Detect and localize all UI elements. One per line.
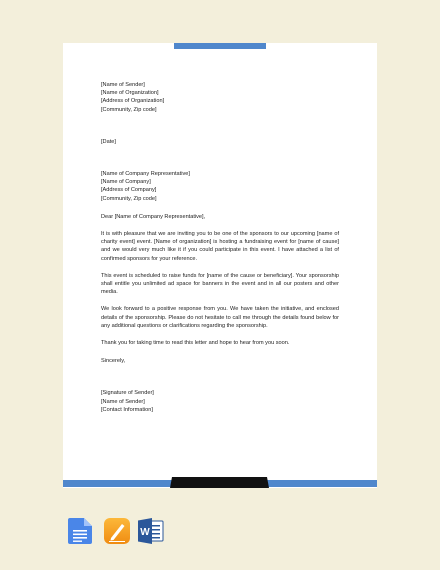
signature-contact: [Contact Information] <box>101 406 153 413</box>
sender-block <box>101 81 339 114</box>
closing: Sincerely, <box>101 358 126 365</box>
google-docs-icon[interactable] <box>68 518 92 544</box>
paragraph-thanks: Thank you for taking time to read this letter and hope to hear from you soon. <box>101 340 290 347</box>
recipient-company: [Name of Company] <box>101 179 151 186</box>
sender-organization: [Name of Organization] <box>101 90 159 97</box>
recipient-address: [Address of Company] <box>101 187 157 194</box>
letter-page <box>63 43 377 488</box>
sender-address: [Address of Organization] <box>101 98 165 105</box>
sender-name: [Name of Sender] <box>101 82 145 88</box>
sender-community: [Community, Zip code] <box>101 106 157 113</box>
bottom-dark-tab <box>170 477 269 488</box>
paragraph-invitation: It is with pleasure that we are inviting you to be one of the sponsors to our upcoming [name of charity event] event. [Name of organization] is hosting a fundraising event for [name of cause] and we would very much like it if you could participate in this event. I have attached a list of confirmed sponsors for your reference. <box>101 231 339 262</box>
recipient-community: [Community, Zip code] <box>101 195 157 202</box>
signature-line: [Signature of Sender] <box>101 390 154 397</box>
paragraph-event: This event is scheduled to raise funds for [name of the cause or beneficiary]. Your sponsorship shall entitle you unlimited ad space for banners in the event and in all our posters and other media. <box>101 272 339 296</box>
recipient-block <box>101 170 339 203</box>
recipient-name: [Name of Company Representative] <box>101 171 190 178</box>
ms-word-icon[interactable] <box>138 518 164 544</box>
salutation: Dear [Name of Company Representative], <box>101 213 206 220</box>
letter-date: [Date] <box>101 138 116 145</box>
letter-body <box>101 81 339 414</box>
signature-block <box>101 389 339 414</box>
svg-text:W: W <box>140 527 150 538</box>
apple-pages-icon[interactable] <box>104 518 130 544</box>
top-accent-bar <box>174 43 266 49</box>
signature-name: [Name of Sender] <box>101 398 145 405</box>
paragraph-response: We look forward to a positive response from you. We have taken the initiative, and enclosed details of the sponsorship. Please do not hesitate to call me through the details found below for any additional questions or clarifications regarding the sponsorship. <box>101 306 339 329</box>
